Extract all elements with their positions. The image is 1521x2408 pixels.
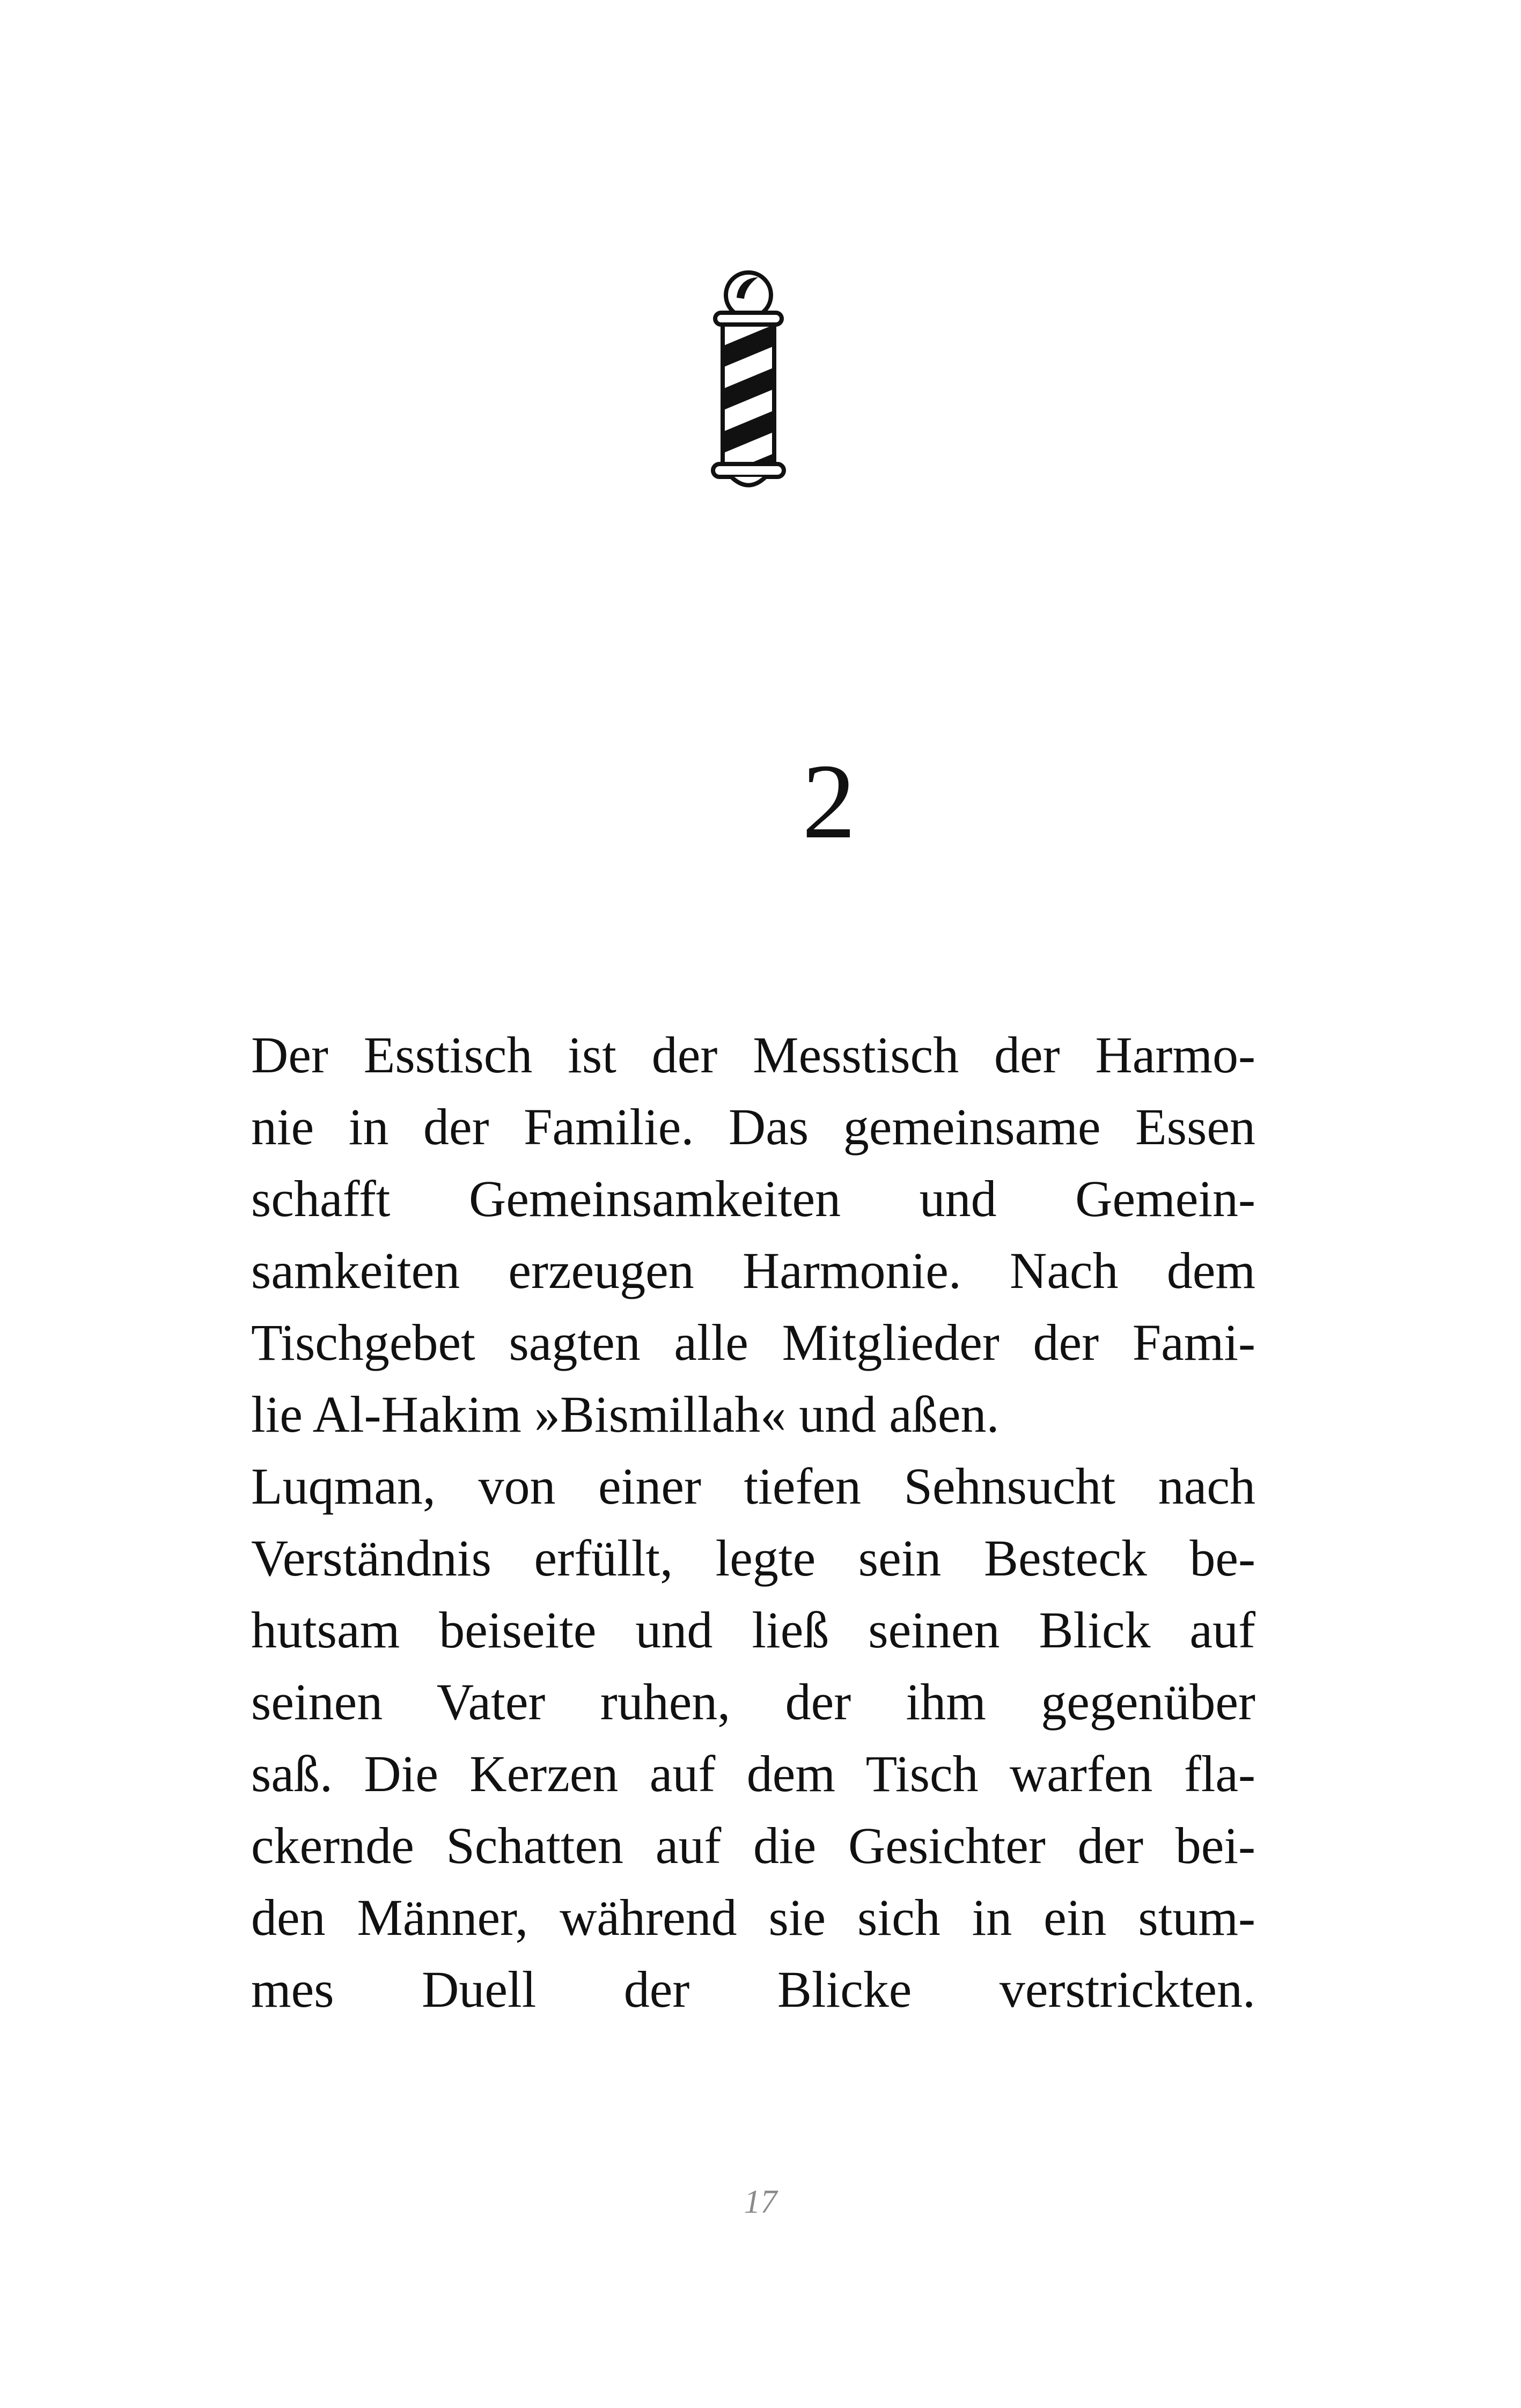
text-line: Der Esstisch ist der Messtisch der Harmo- — [251, 1026, 1255, 1084]
text-line: den Männer, während sie sich in ein stum- — [251, 1889, 1255, 1946]
text-line: Luqman, von einer tiefen Sehnsucht nach — [251, 1457, 1255, 1515]
text-line: schafft Gemeinsamkeiten und Gemein- — [251, 1170, 1255, 1227]
text-line: hutsam beiseite und ließ seinen Blick auf — [251, 1601, 1255, 1659]
text-line: saß. Die Kerzen auf dem Tisch warfen fla- — [251, 1745, 1255, 1802]
page-number: 17 — [744, 2184, 777, 2220]
text-line: seinen Vater ruhen, der ihm gegenüber — [251, 1673, 1255, 1730]
chapter-body-text — [251, 1019, 1255, 2026]
chapter-number: 2 — [802, 742, 857, 861]
text-line: Verständnis erfüllt, legte sein Besteck be- — [251, 1529, 1255, 1587]
text-line: samkeiten erzeugen Harmonie. Nach dem — [251, 1242, 1255, 1299]
text-line: lie Al-Hakim »Bismillah« und aßen. — [251, 1386, 1000, 1443]
text-line: Tischgebet sagten alle Mitglieder der Fami- — [251, 1314, 1255, 1371]
text-line: ckernde Schatten auf die Gesichter der bei- — [251, 1817, 1255, 1874]
text-line: mes Duell der Blicke verstrickten. — [251, 1961, 1255, 2018]
barber-pole-icon — [706, 266, 791, 502]
text-line: nie in der Familie. Das gemeinsame Essen — [251, 1098, 1255, 1155]
